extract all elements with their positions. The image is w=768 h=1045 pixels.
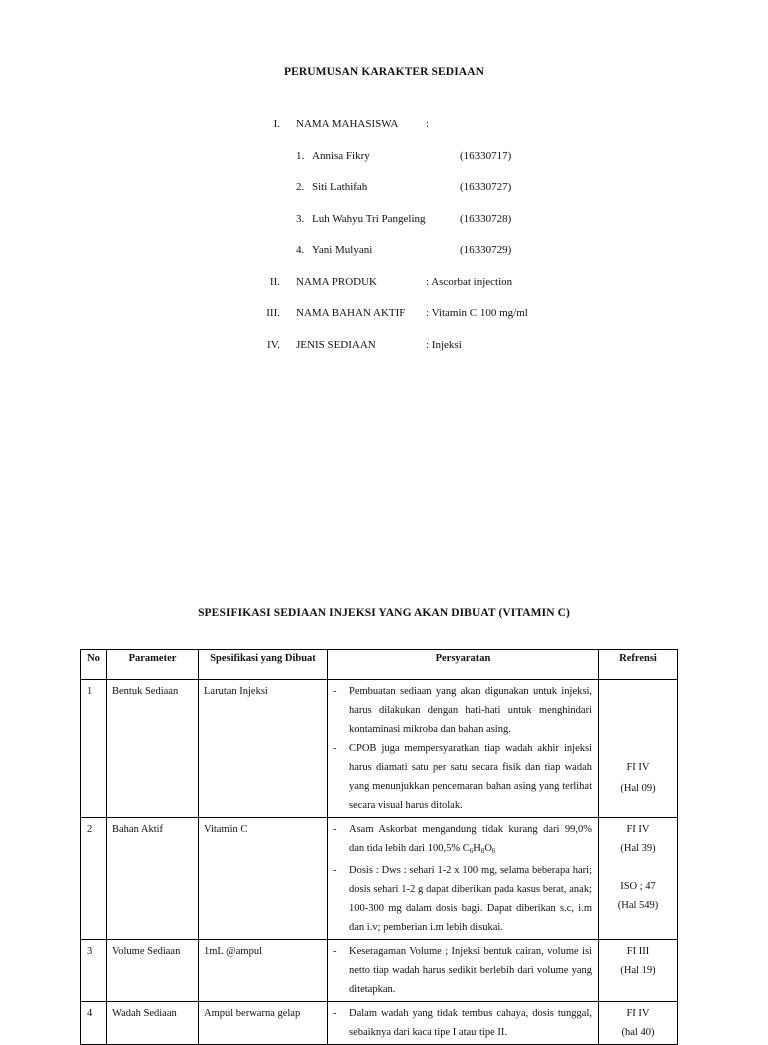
header-cell: Refrensi xyxy=(599,650,678,680)
cell-refrensi xyxy=(599,680,678,818)
requirement-item xyxy=(333,1004,592,1042)
cell-persyaratan xyxy=(328,940,599,1002)
requirement-text: Keseragaman Volume ; Injeksi bentuk cairan, volume isi netto tiap wadah harus sedikit berlebih dari volume yang ditetapkan. xyxy=(349,946,592,995)
requirement-text: Pembuatan sediaan yang akan digunakan untuk injeksi, harus dilakukan dengan hati-hati untuk menghindari kontaminasi mikroba dan bahan asing. xyxy=(349,686,592,735)
cell-persyaratan xyxy=(328,1002,599,1045)
header-cell: Persyaratan xyxy=(328,650,599,680)
ref-source: FI IV xyxy=(626,1008,650,1019)
table-row xyxy=(81,1002,678,1045)
student-nim: (16330727) xyxy=(460,181,512,193)
cell-refrensi xyxy=(599,818,678,940)
header-cell: Spesifikasi yang Dibuat xyxy=(199,650,328,680)
student-name: Annisa Fikry xyxy=(312,150,370,162)
student-nim: (16330729) xyxy=(460,244,512,256)
section-label: JENIS SEDIAAN xyxy=(296,339,376,351)
student-nim: (16330717) xyxy=(460,150,512,162)
ref-page: (hal 40) xyxy=(621,1027,655,1038)
section-numeral: III. xyxy=(266,307,280,319)
cell-no: 3 xyxy=(81,940,107,1002)
section-label: NAMA MAHASISWA xyxy=(296,118,399,130)
table-header-row xyxy=(81,650,678,680)
cell-no: 1 xyxy=(81,680,107,818)
document-title: PERUMUSAN KARAKTER SEDIAAN xyxy=(283,66,485,78)
cell-no: 2 xyxy=(81,818,107,940)
requirement-text xyxy=(349,820,592,861)
section-value: : Ascorbat injection xyxy=(426,276,513,288)
requirement-text: Dosis : Dws : sehari 1-2 x 100 mg, selama beberapa hari; dosis sehari 1-2 g dapat diberikan pada kasus berat, anak; 100-300 mg dalam dosis bagi. Dapat diberikan s.c, i.m dan i.v; pemberian i.m lebih disukai. xyxy=(349,865,592,933)
requirement-text-main: Asam Askorbat mengandung tidak kurang dari 99,0% dan tida lebih dari 100,5% C xyxy=(349,824,592,854)
cell-spesifikasi: Larutan Injeksi xyxy=(199,680,328,818)
cell-persyaratan xyxy=(328,818,599,940)
section-numeral: II. xyxy=(269,276,280,288)
spec-title: SPESIFIKASI SEDIAAN INJEKSI YANG AKAN DIBUAT (VITAMIN C) xyxy=(198,607,570,619)
cell-parameter: Bentuk Sediaan xyxy=(107,680,199,818)
dash-bullet: - xyxy=(333,865,337,876)
ref-source: ISO ; 47 xyxy=(620,881,656,892)
table-row xyxy=(81,818,678,940)
student-number: 4. xyxy=(296,244,305,256)
cell-refrensi xyxy=(599,940,678,1002)
formula-element: O xyxy=(484,843,492,854)
cell-no: 4 xyxy=(81,1002,107,1045)
student-name: Siti Lathifah xyxy=(312,181,368,193)
requirement-item xyxy=(333,739,592,815)
section-numeral: IV. xyxy=(267,339,280,351)
ref-page: (Hal 09) xyxy=(620,783,656,794)
table-row xyxy=(81,680,678,818)
header-cell: No xyxy=(81,650,107,680)
cell-spesifikasi: Ampul berwarna gelap xyxy=(199,1002,328,1045)
formula-subscript: 6 xyxy=(469,847,474,855)
formula-subscript: 6 xyxy=(491,847,496,855)
spec-table xyxy=(80,649,678,1045)
dash-bullet: - xyxy=(333,743,337,754)
section-label: NAMA PRODUK xyxy=(296,276,377,288)
requirement-item xyxy=(333,682,592,739)
section-label: NAMA BAHAN AKTIF xyxy=(296,307,406,319)
section-value: : Vitamin C 100 mg/ml xyxy=(426,307,528,319)
requirement-item xyxy=(333,861,592,937)
section-value: : Injeksi xyxy=(426,339,462,351)
cell-spesifikasi: Vitamin C xyxy=(199,818,328,940)
student-name: Yani Mulyani xyxy=(312,244,373,256)
cell-parameter: Bahan Aktif xyxy=(107,818,199,940)
dash-bullet: - xyxy=(333,1008,337,1019)
table-row xyxy=(81,940,678,1002)
student-name: Luh Wahyu Tri Pangeling xyxy=(312,213,426,225)
ref-source: FI III xyxy=(626,946,650,957)
section-value: : xyxy=(426,118,430,130)
dash-bullet: - xyxy=(333,946,337,957)
requirement-text: Dalam wadah yang tidak tembus cahaya, dosis tunggal, sebaiknya dari kaca tipe I atau tipe II. xyxy=(349,1008,592,1038)
section-numeral: I. xyxy=(273,118,280,130)
dash-bullet: - xyxy=(333,824,337,835)
ref-source: FI IV xyxy=(626,762,650,773)
cell-parameter: Wadah Sediaan xyxy=(107,1002,199,1045)
header-cell: Parameter xyxy=(107,650,199,680)
requirement-item xyxy=(333,942,592,999)
requirement-item xyxy=(333,820,592,861)
ref-page: (Hal 39) xyxy=(620,843,656,854)
student-number: 3. xyxy=(296,213,305,225)
cell-parameter: Volume Sediaan xyxy=(107,940,199,1002)
student-number: 1. xyxy=(296,150,305,162)
cell-persyaratan xyxy=(328,680,599,818)
formula-subscript: 8 xyxy=(480,847,485,855)
ref-page: (Hal 549) xyxy=(617,900,659,911)
cell-spesifikasi: 1mL @ampul xyxy=(199,940,328,1002)
ref-page: (Hal 19) xyxy=(620,965,656,976)
student-nim: (16330728) xyxy=(460,213,512,225)
ref-source: FI IV xyxy=(626,824,650,835)
student-number: 2. xyxy=(296,181,305,193)
dash-bullet: - xyxy=(333,686,337,697)
requirement-text: CPOB juga mempersyaratkan tiap wadah akhir injeksi harus diamati satu per satu secara fisik dan tiap wadah yang menunjukkan pencemaran bahan asing yang terlihat secara visual harus ditolak. xyxy=(349,743,592,811)
cell-refrensi xyxy=(599,1002,678,1045)
formula-element: H xyxy=(473,843,481,854)
